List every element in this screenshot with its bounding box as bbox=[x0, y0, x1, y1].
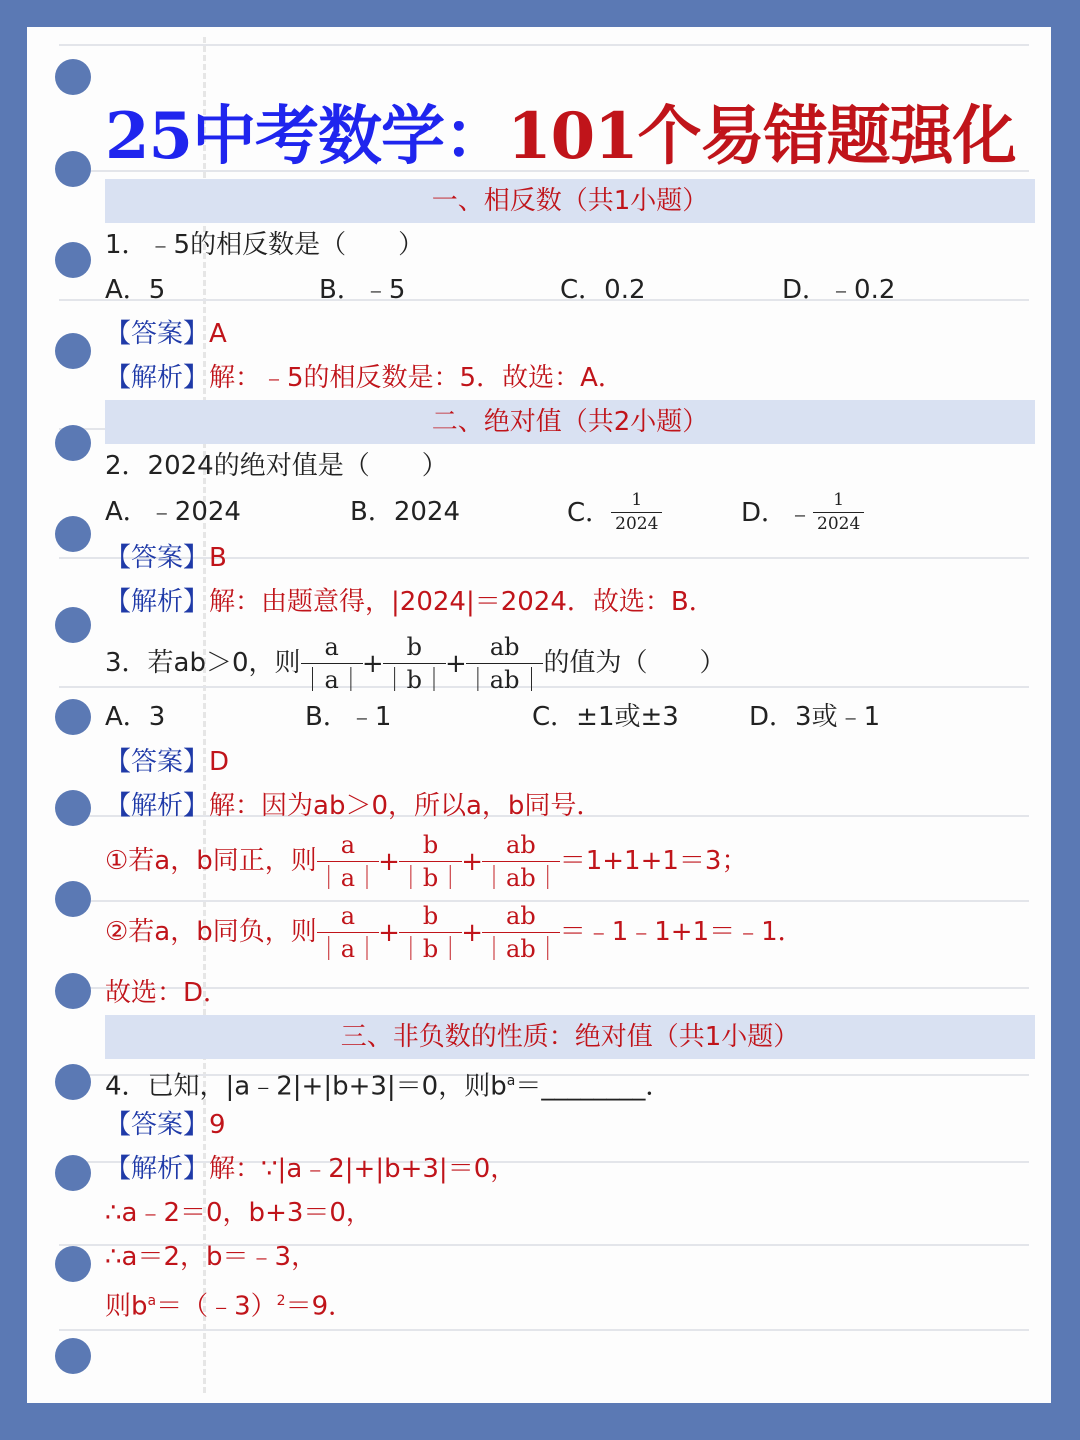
option-c: C．±1或±3 bbox=[532, 702, 679, 732]
binder-hole bbox=[55, 1155, 91, 1191]
option-c bbox=[567, 489, 662, 537]
case-2-result: ＝﹣1﹣1+1＝﹣1． bbox=[559, 917, 804, 947]
fraction: $\frac{1}{2024}$ bbox=[611, 492, 662, 536]
option-a: A．3 bbox=[105, 702, 166, 732]
case-1-result: ＝1+1+1＝3； bbox=[559, 846, 748, 876]
fraction: $\frac{a}{|a|}$ bbox=[316, 902, 380, 963]
page-title bbox=[105, 85, 1016, 177]
option-d: D．3或﹣1 bbox=[749, 702, 881, 732]
case-1 bbox=[105, 825, 747, 898]
option-d: D．﹣0.2 bbox=[782, 275, 896, 305]
binder-hole bbox=[55, 59, 91, 95]
binder-hole bbox=[55, 699, 91, 735]
option-a: A．5 bbox=[105, 275, 166, 305]
plus-sign: + bbox=[361, 648, 384, 679]
q3-stem-suffix: 的值为（ ） bbox=[543, 648, 726, 678]
analysis-tag: 【解析】 bbox=[105, 363, 210, 393]
option-a: A．﹣2024 bbox=[105, 497, 241, 527]
section-header: 三、非负数的性质：绝对值（共1小题） bbox=[105, 1015, 1035, 1059]
answer-tag: 【答案】 bbox=[105, 319, 210, 349]
binder-hole bbox=[55, 242, 91, 278]
binder-hole bbox=[55, 790, 91, 826]
fraction: $\frac{b}{|b|}$ bbox=[382, 633, 447, 694]
question-4-stem: 4．已知，|a﹣2|+|b+3|＝0，则$b^a=\_\_\_\_\_\_\_\_$． bbox=[105, 1071, 672, 1102]
binder-hole bbox=[55, 881, 91, 917]
question-3-stem bbox=[105, 627, 726, 700]
binder-hole bbox=[55, 151, 91, 187]
binder-hole bbox=[55, 516, 91, 552]
notebook-page bbox=[27, 27, 1051, 1403]
plus-sign: + bbox=[378, 917, 400, 948]
step-2: ∴a＝2，b＝﹣3， bbox=[105, 1242, 318, 1272]
fraction: $\frac{ab}{|ab|}$ bbox=[482, 831, 560, 892]
option-b: B．﹣1 bbox=[305, 702, 392, 732]
analysis-tag: 【解析】 bbox=[105, 791, 210, 821]
step-3: 则$b^a=(﹣3)^2=9$． bbox=[105, 1291, 355, 1322]
option-d bbox=[741, 489, 864, 538]
analysis-tag: 【解析】 bbox=[105, 587, 210, 617]
case-2-prefix: ②若a，b同负，则 bbox=[105, 917, 317, 947]
binder-hole bbox=[55, 1246, 91, 1282]
title-main: 101个易错题强化 bbox=[507, 99, 1016, 174]
ruled-line bbox=[59, 1329, 1029, 1331]
answer-value: D bbox=[209, 747, 230, 777]
analysis-text: 解：﹣5的相反数是：5．故选：A． bbox=[209, 363, 624, 393]
fraction: $\frac{ab}{|ab|}$ bbox=[482, 902, 560, 963]
section-header: 二、绝对值（共2小题） bbox=[105, 400, 1035, 444]
option-c-label: C． bbox=[567, 498, 612, 528]
answer-value: 9 bbox=[209, 1110, 226, 1140]
minus-sign: ﹣ bbox=[787, 498, 814, 529]
step-1: ∴a﹣2＝0，b+3＝0， bbox=[105, 1198, 372, 1228]
ruled-line bbox=[59, 44, 1029, 46]
option-c: C．0.2 bbox=[560, 275, 646, 305]
fraction: $\frac{ab}{|ab|}$ bbox=[465, 633, 544, 694]
analysis-line bbox=[105, 788, 602, 824]
binder-hole bbox=[55, 1338, 91, 1374]
analysis-text: 解：因为ab＞0，所以a，b同号． bbox=[209, 791, 603, 821]
fraction: $\frac{a}{|a|}$ bbox=[316, 831, 380, 892]
binder-hole bbox=[55, 973, 91, 1009]
option-d-label: D． bbox=[741, 498, 788, 528]
answer-tag: 【答案】 bbox=[105, 1110, 210, 1140]
plus-sign: + bbox=[461, 917, 484, 948]
plus-sign: + bbox=[461, 846, 484, 877]
binder-hole bbox=[55, 333, 91, 369]
plus-sign: + bbox=[445, 648, 467, 679]
q3-stem-prefix: 3．若ab＞0，则 bbox=[105, 648, 301, 678]
question-2-stem: 2．2024的绝对值是（ ） bbox=[105, 451, 448, 481]
plus-sign: + bbox=[378, 846, 400, 877]
case-2 bbox=[105, 896, 804, 969]
analysis-text: 解：由题意得，|2024|＝2024．故选：B． bbox=[209, 587, 715, 617]
question-1-stem: 1．﹣5的相反数是（ ） bbox=[105, 230, 425, 260]
analysis-text: 解：∵|a﹣2|+|b+3|＝0， bbox=[209, 1154, 517, 1184]
answer-tag: 【答案】 bbox=[105, 747, 210, 777]
option-b: B．2024 bbox=[350, 497, 461, 527]
section-header: 一、相反数（共1小题） bbox=[105, 179, 1035, 223]
binder-hole bbox=[55, 425, 91, 461]
answer-tag: 【答案】 bbox=[105, 543, 210, 573]
analysis-line bbox=[105, 360, 624, 396]
fraction: $\frac{a}{|a|}$ bbox=[300, 633, 363, 694]
binder-hole bbox=[55, 1064, 91, 1100]
answer-line bbox=[105, 540, 227, 576]
answer-line bbox=[105, 316, 227, 352]
fraction: $\frac{1}{2024}$ bbox=[813, 492, 864, 536]
option-b: B．﹣5 bbox=[319, 275, 406, 305]
answer-value: A bbox=[209, 319, 227, 349]
binder-hole bbox=[55, 607, 91, 643]
answer-value: B bbox=[209, 543, 227, 573]
fraction: $\frac{b}{|b|}$ bbox=[398, 902, 463, 963]
title-prefix: 25中考数学： bbox=[105, 99, 508, 174]
analysis-tag: 【解析】 bbox=[105, 1154, 210, 1184]
answer-line bbox=[105, 1107, 226, 1143]
fraction: $\frac{b}{|b|}$ bbox=[398, 831, 463, 892]
conclusion: 故选：D． bbox=[105, 978, 230, 1008]
analysis-line bbox=[105, 584, 715, 620]
analysis-line bbox=[105, 1151, 516, 1187]
answer-line bbox=[105, 744, 229, 780]
case-1-prefix: ①若a，b同正，则 bbox=[105, 846, 317, 876]
